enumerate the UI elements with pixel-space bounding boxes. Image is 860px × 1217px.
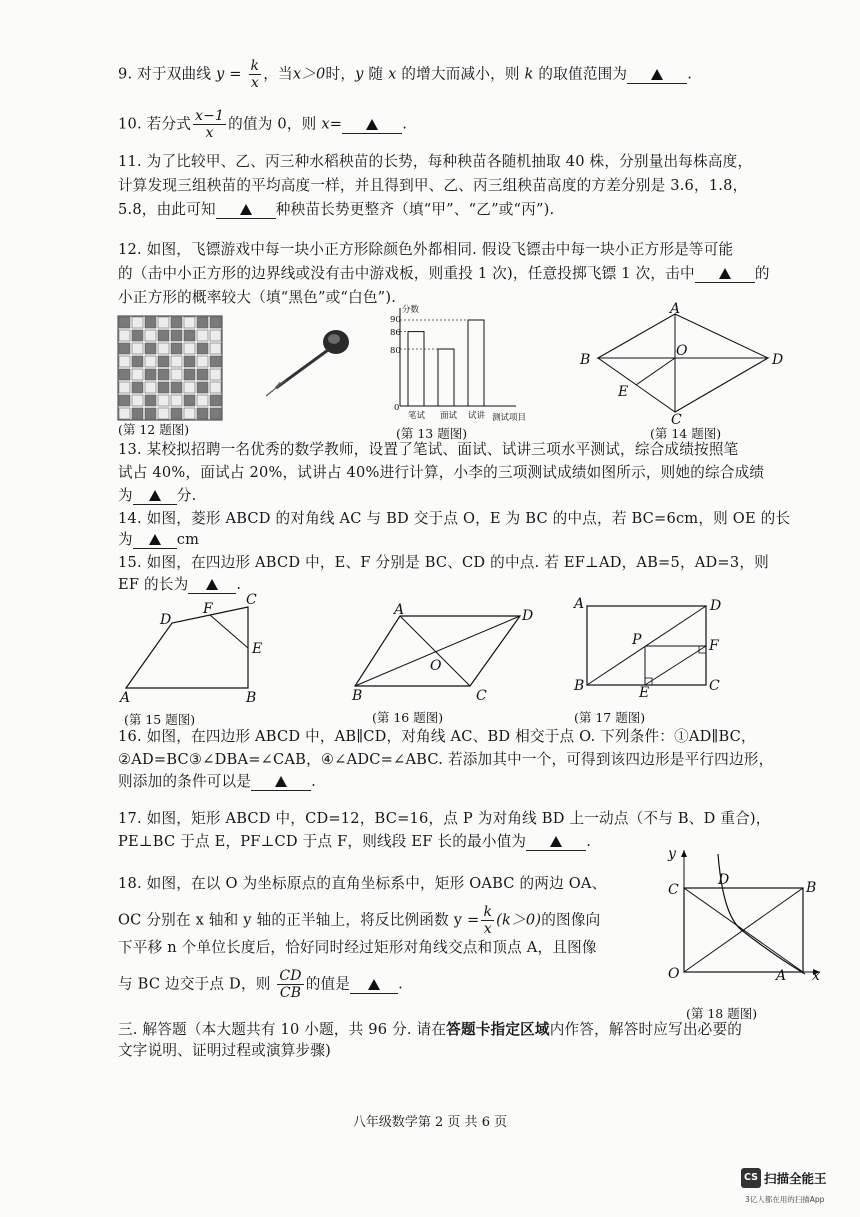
board-cell-dark xyxy=(197,382,208,393)
caption-figure-13: (第 13 题图) xyxy=(396,426,468,441)
board-cell-dark xyxy=(210,408,221,419)
question-18-line-1: 18. 如图，在以 O 为坐标原点的直角坐标系中，矩形 OABC 的两边 OA、 xyxy=(118,875,607,892)
chart-tick-label: 86 xyxy=(390,328,401,338)
caption-figure-17: (第 17 题图) xyxy=(574,710,646,725)
board-cell-light xyxy=(132,395,143,406)
board-cell-light xyxy=(184,317,195,328)
chart-x-tick-label: 笔试 xyxy=(408,411,426,421)
board-cell-dark xyxy=(119,395,130,406)
question-15-line-1: 15. 如图，在四边形 ABCD 中，E、F 分别是 BC、CD 的中点. 若 EF⊥AD，AB=5，AD=3，则 xyxy=(118,554,769,571)
label-D: D xyxy=(718,872,730,888)
label-E: E xyxy=(639,685,650,701)
label-y-axis: y xyxy=(668,846,676,862)
board-cell-dark xyxy=(132,408,143,419)
chart-y-label: 分数 xyxy=(402,305,420,315)
bar-笔试 xyxy=(408,332,424,406)
board-cell-light xyxy=(171,356,182,367)
label-C: C xyxy=(668,882,679,898)
figure-14-rhombus xyxy=(568,301,808,428)
board-cell-dark xyxy=(210,356,221,367)
board-cell-light xyxy=(158,395,169,406)
board-cell-dark xyxy=(145,395,156,406)
label-O: O xyxy=(430,658,442,674)
label-C: C xyxy=(246,592,257,608)
board-cell-dark xyxy=(145,343,156,354)
question-13-line-2: 试占 40%，面试占 20%，试讲占 40%进行计算，小李的三项测试成绩如图所示，则她的综合成绩 xyxy=(118,464,765,481)
label-O: O xyxy=(676,343,688,359)
label-A: A xyxy=(574,596,585,612)
answer-triangle-icon xyxy=(366,119,378,130)
answer-blank-9[interactable] xyxy=(627,65,687,84)
bar-试讲 xyxy=(468,320,484,406)
question-18-line-2: OC 分别在 x 轴和 y 轴的正半轴上，将反比例函数 y = $\frac{k}{x}$ (k＞0)的图像向 xyxy=(118,904,601,937)
board-cell-dark xyxy=(184,395,195,406)
board-cell-dark xyxy=(197,343,208,354)
board-cell-dark xyxy=(119,317,130,328)
answer-triangle-icon xyxy=(368,979,380,990)
board-cell-light xyxy=(158,408,169,419)
question-12-line-1: 12. 如图，飞镖游戏中每一块小正方形除颜色外都相同. 假设飞镖击中每一块小正方形是等可能 xyxy=(118,241,734,258)
board-cell-light xyxy=(197,395,208,406)
figure-15-quadrilateral xyxy=(116,592,296,707)
board-cell-light xyxy=(119,330,130,341)
answer-triangle-icon xyxy=(651,69,663,80)
fraction-cd-over-cb: $\frac{CD}{CB}$ xyxy=(279,968,302,1001)
question-14-line-1: 14. 如图，菱形 ABCD 的对角线 AC 与 BD 交于点 O，E 为 BC 的中点，若 BC=6cm，则 OE 的长 xyxy=(118,510,791,527)
answer-blank-13[interactable] xyxy=(133,486,177,505)
label-O: O xyxy=(668,966,680,982)
label-A: A xyxy=(776,968,787,984)
fraction-x-minus-1-over-x: $\frac{x-1}{x}$ xyxy=(195,108,225,141)
board-cell-dark xyxy=(184,330,195,341)
label-C: C xyxy=(709,678,720,694)
board-cell-light xyxy=(210,330,221,341)
board-cell-light xyxy=(197,356,208,367)
section-3-heading: 三. 解答题（本大题共有 10 小题，共 96 分. 请在答题卡指定区域内作答，解答时应写出必要的 xyxy=(118,1021,743,1038)
board-cell-light xyxy=(158,343,169,354)
caption-figure-15: (第 15 题图) xyxy=(124,712,196,727)
board-cell-dark xyxy=(184,356,195,367)
answer-blank-10[interactable] xyxy=(342,115,402,134)
question-16-line-1: 16. 如图，在四边形 ABCD 中，AB∥CD，对角线 AC、BD 相交于点 O. 下列条件：①AD∥BC， xyxy=(118,728,756,745)
board-cell-dark xyxy=(197,408,208,419)
board-cell-dark xyxy=(132,330,143,341)
board-cell-dark xyxy=(171,382,182,393)
board-cell-light xyxy=(184,343,195,354)
question-11-line-1: 11. 为了比较甲、乙、丙三种水稻秧苗的长势，每种秧苗各随机抽取 40 株，分别量出每株高度， xyxy=(118,153,753,170)
board-cell-light xyxy=(119,382,130,393)
answer-triangle-icon xyxy=(550,836,562,847)
board-cell-dark xyxy=(145,369,156,380)
question-13-line-3: 为 分. xyxy=(118,487,197,504)
answer-blank-16[interactable] xyxy=(251,772,311,791)
board-cell-light xyxy=(197,330,208,341)
answer-blank-18[interactable] xyxy=(350,975,398,994)
scanner-logo: CS 扫描全能王 xyxy=(741,1167,827,1188)
board-cell-dark xyxy=(210,395,221,406)
label-D: D xyxy=(160,612,172,628)
question-11-line-2: 计算发现三组秧苗的平均高度一样，并且得到甲、乙、丙三组秧苗高度的方差分别是 3.6，1.8， xyxy=(118,177,748,194)
question-10: 10. 若分式 $\frac{x-1}{x}$ 的值为 0，则 x= . xyxy=(118,108,408,141)
caption-figure-18: (第 18 题图) xyxy=(686,1006,758,1021)
label-D: D xyxy=(710,598,722,614)
answer-triangle-icon xyxy=(240,204,252,215)
caption-figure-14: (第 14 题图) xyxy=(650,426,722,441)
answer-triangle-icon xyxy=(275,776,287,787)
board-cell-dark xyxy=(158,382,169,393)
board-cell-dark xyxy=(171,317,182,328)
scanner-logo-icon: CS xyxy=(741,1168,761,1188)
answer-blank-12[interactable] xyxy=(695,264,755,283)
board-cell-light xyxy=(132,317,143,328)
answer-triangle-icon xyxy=(719,268,731,279)
board-cell-light xyxy=(184,408,195,419)
board-cell-light xyxy=(171,369,182,380)
question-13-line-1: 13. 某校拟招聘一名优秀的数学教师，设置了笔试、面试、试讲三项水平测试，综合成绩按照笔 xyxy=(118,441,739,458)
board-cell-dark xyxy=(210,317,221,328)
label-A: A xyxy=(120,690,131,706)
answer-triangle-icon xyxy=(206,579,218,590)
label-B: B xyxy=(246,690,257,706)
label-E: E xyxy=(252,641,263,657)
section-3-heading-line-2: 文字说明、证明过程或演算步骤) xyxy=(118,1042,332,1059)
board-cell-dark xyxy=(171,343,182,354)
board-cell-dark xyxy=(145,408,156,419)
figure-12-dart-board xyxy=(118,316,230,420)
board-cell-dark xyxy=(158,356,169,367)
board-cell-dark xyxy=(197,317,208,328)
figure-12-dart-icon xyxy=(258,322,358,402)
board-cell-dark xyxy=(171,330,182,341)
board-cell-dark xyxy=(158,330,169,341)
answer-blank-17[interactable] xyxy=(526,832,586,851)
question-17-line-2: PE⊥BC 于点 E，PF⊥CD 于点 F，则线段 EF 长的最小值为 . xyxy=(118,833,592,850)
board-cell-light xyxy=(184,382,195,393)
label-F: F xyxy=(709,638,719,654)
board-cell-light xyxy=(132,343,143,354)
label-x-axis: x xyxy=(812,968,820,984)
label-P: P xyxy=(632,632,642,648)
question-12-line-2: 的（击中小正方形的边界线或没有击中游戏板，则重投 1 次)，任意投掷飞镖 1 次，击中 的 xyxy=(118,265,770,282)
label-B: B xyxy=(352,688,363,704)
question-9: 9. 对于双曲线 y = $\frac{k}{x}$ ，当x＞0时，y 随 x 的增大而减小，则 k 的取值范围为 . xyxy=(118,58,693,91)
board-cell-light xyxy=(145,330,156,341)
figure-16-parallelogram xyxy=(350,604,550,704)
answer-blank-14[interactable] xyxy=(133,530,177,549)
board-cell-light xyxy=(119,408,130,419)
figure-13-bar-chart xyxy=(388,302,538,423)
chart-x-axis-label: 测试项目 xyxy=(492,413,527,423)
board-cell-dark xyxy=(145,317,156,328)
chart-tick-label: 90 xyxy=(390,315,401,325)
board-cell-dark xyxy=(197,369,208,380)
board-cell-light xyxy=(158,317,169,328)
question-12-line-3: 小正方形的概率较大（填“黑色”或“白色”). xyxy=(118,289,397,306)
board-cell-light xyxy=(210,382,221,393)
label-B: B xyxy=(574,678,585,694)
question-15-line-2: EF 的长为 . xyxy=(118,576,242,593)
fraction-k-over-x: $\frac{k}{x}$ xyxy=(250,58,260,91)
figure-18-coordinate-graph xyxy=(662,844,832,984)
answer-triangle-icon xyxy=(149,534,161,545)
caption-figure-16: (第 16 题图) xyxy=(372,710,444,725)
chart-tick-label: 80 xyxy=(390,346,401,356)
board-cell-dark xyxy=(119,343,130,354)
board-cell-light xyxy=(119,356,130,367)
page-footer: 八年级数学第 2 页 共 6 页 xyxy=(352,1115,508,1130)
answer-triangle-icon xyxy=(149,490,161,501)
board-cell-light xyxy=(210,343,221,354)
chart-x-tick-label: 面试 xyxy=(440,411,458,421)
label-C: C xyxy=(476,688,487,704)
board-cell-light xyxy=(145,382,156,393)
label-A: A xyxy=(670,301,681,317)
board-cell-dark xyxy=(132,382,143,393)
board-cell-dark xyxy=(184,369,195,380)
label-B: B xyxy=(580,352,591,368)
board-cell-light xyxy=(210,369,221,380)
label-E: E xyxy=(618,384,629,400)
chart-tick-label: 0 xyxy=(394,403,400,413)
question-16-line-2: ②AD=BC③∠DBA=∠CAB，④∠ADC=∠ABC. 若添加其中一个，可得到该四边形是平行四边形， xyxy=(118,751,774,768)
board-cell-light xyxy=(171,395,182,406)
bar-面试 xyxy=(438,349,454,406)
label-F: F xyxy=(203,601,213,617)
board-cell-dark xyxy=(171,408,182,419)
scanner-tagline: 3亿人都在用的扫描App xyxy=(745,1195,825,1204)
question-18-line-3: 下平移 n 个单位长度后，恰好同时经过矩形对角线交点和顶点 A，且图像 xyxy=(118,939,597,956)
caption-figure-12: (第 12 题图) xyxy=(118,422,190,437)
board-cell-dark xyxy=(158,369,169,380)
label-B: B xyxy=(806,880,817,896)
board-cell-dark xyxy=(119,369,130,380)
label-D: D xyxy=(772,352,784,368)
fraction-k-over-x: $\frac{k}{x}$ xyxy=(483,904,493,937)
question-16-line-3: 则添加的条件可以是 . xyxy=(118,773,316,790)
question-18-line-4: 与 BC 边交于点 D，则 $\frac{CD}{CB}$ 的值是 . xyxy=(118,968,403,1001)
board-cell-light xyxy=(132,369,143,380)
chart-x-tick-label: 试讲 xyxy=(468,411,486,421)
question-11-line-3: 5.8，由此可知 种秧苗长势更整齐（填“甲”、“乙”或“丙”). xyxy=(118,201,555,218)
board-cell-dark xyxy=(132,356,143,367)
board-cell-light xyxy=(145,356,156,367)
figure-17-rectangle xyxy=(572,596,722,701)
question-14-line-2: 为 cm xyxy=(118,531,200,548)
label-D: D xyxy=(522,608,534,624)
label-C: C xyxy=(671,412,682,428)
question-17-line-1: 17. 如图，矩形 ABCD 中，CD=12，BC=16，点 P 为对角线 BD 上一动点（不与 B、D 重合)， xyxy=(118,810,771,827)
label-A: A xyxy=(394,602,405,618)
answer-blank-11[interactable] xyxy=(216,200,276,219)
